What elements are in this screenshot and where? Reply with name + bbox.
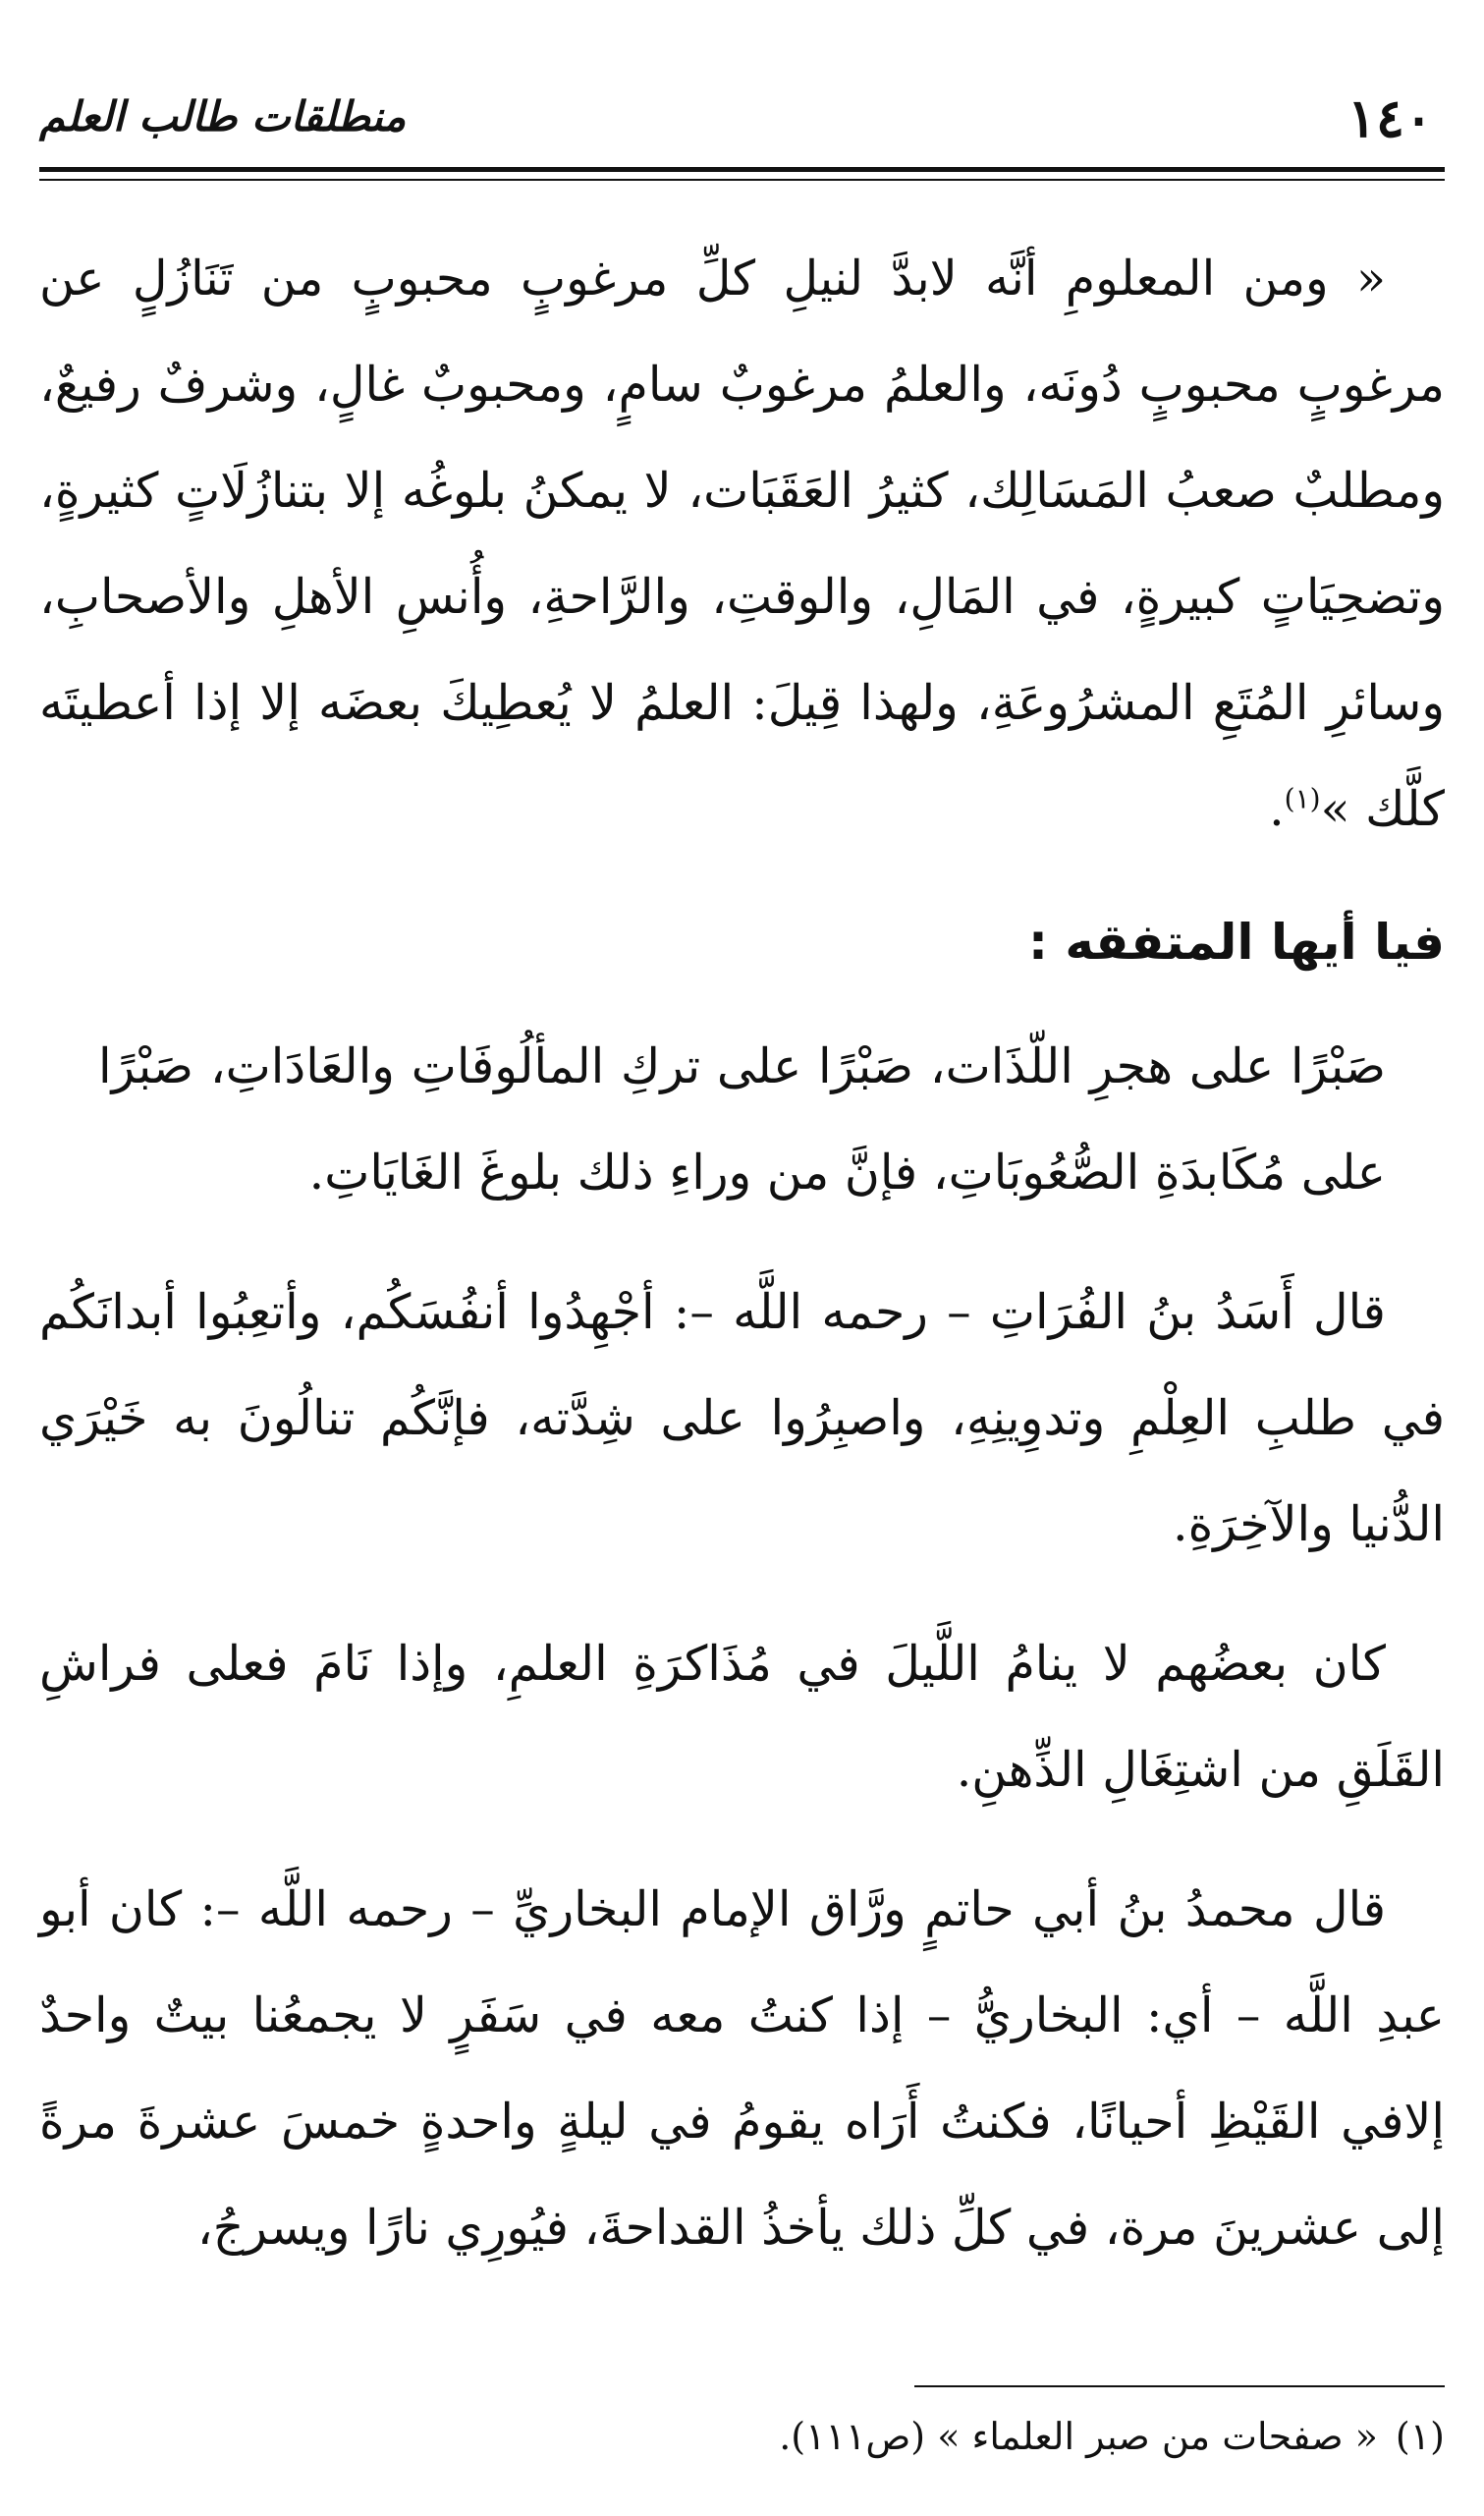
book-page: [39, 69, 1445, 2486]
section-heading: فيا أيها المتفقه :: [1028, 914, 1445, 971]
exhortation-paragraph: صَبْرًا على هجرِ اللّذَات، صَبْرًا على تركِ المألُوفَاتِ والعَادَاتِ، صَبْرًا على مُكَابدَةِ الصُّعُوبَاتِ، فإنَّ من وراءِ ذلك بلوغَ الغَايَاتِ.: [98, 1038, 1386, 1201]
footnote-divider: [914, 2385, 1445, 2387]
footnote-reference: (١): [1284, 782, 1321, 815]
header-rule-thick: [39, 167, 1445, 172]
running-title: منطلقات طالب العلم: [39, 92, 407, 140]
quote-asad-paragraph: قال أَسَدُ بنُ الفُرَاتِ – رحمه اللَّه –: أجْهِدُوا أنفُسَكُم، وأتعِبُوا أبدانَكُم في طلبِ العِلْمِ وتدوِينِهِ، واصبِرُوا على شِدَّته، فإنَّكُم تنالُونَ به خَيْرَي الدُّنيا والآخِرَةِ.: [39, 1284, 1445, 1552]
footnote-marker: (١): [1395, 2415, 1445, 2458]
footnote-text: « صفحات من صبر العلماء » (ص١١١).: [779, 2415, 1378, 2458]
some-of-them-paragraph: كان بعضُهم لا ينامُ اللَّيلَ في مُذَاكرَةِ العلمِ، وإذا نَامَ فعلى فراشِ القَلَقِ من اشتِغَالِ الذِّهنِ.: [39, 1636, 1445, 1798]
page-body: [39, 226, 1445, 2281]
quote-warraq-paragraph: قال محمدُ بنُ أبي حاتمٍ ورَّاق الإمام البخاريِّ – رحمه اللَّه –: كان أبو عبدِ اللَّه – أي: البخاريُّ – إذا كنتُ معه في سَفَرٍ لا يجمعُنا بيتٌ واحدٌ إلافي القَيْظِ أحيانًا، فكنتُ أَرَاه يقومُ في ليلةٍ واحدةٍ خمسَ عشرةَ مرةً إلى عشرينَ مرة، في كلِّ ذلك يأخذُ القداحةَ، فيُورِي نارًا ويسرجُ،: [39, 1881, 1445, 2256]
page-number: ١٤٠: [1347, 86, 1433, 149]
header-rule-thin: [39, 179, 1445, 181]
intro-text: « ومن المعلومِ أنَّه لابدَّ لنيلِ كلِّ مرغوبٍ محبوبٍ من تَنَازُلٍ عن مرغوبٍ محبوبٍ دُونَه، والعلمُ مرغوبٌ سامٍ، ومحبوبٌ غالٍ، وشرفٌ رفيعٌ، ومطلبٌ صعبُ المَسَالِك، كثيرُ العَقَبَات، لا يمكنُ بلوغُه إلا بتنازُلَاتٍ كثيرةٍ، وتضحِيَاتٍ كبيرةٍ، في المَالِ، والوقتِ، والرَّاحةِ، وأُنسِ الأهلِ والأصحابِ، وسائرِ المُتَعِ المشرُوعَةِ، ولهذا قِيلَ: العلمُ لا يُعطِيكَ بعضَه إلا إذا أعطيتَه كلَّك »: [39, 251, 1445, 837]
intro-end: .: [1269, 781, 1285, 837]
footnote: [39, 2407, 1445, 2466]
intro-paragraph: [39, 226, 1445, 863]
page-header: [39, 69, 1445, 167]
